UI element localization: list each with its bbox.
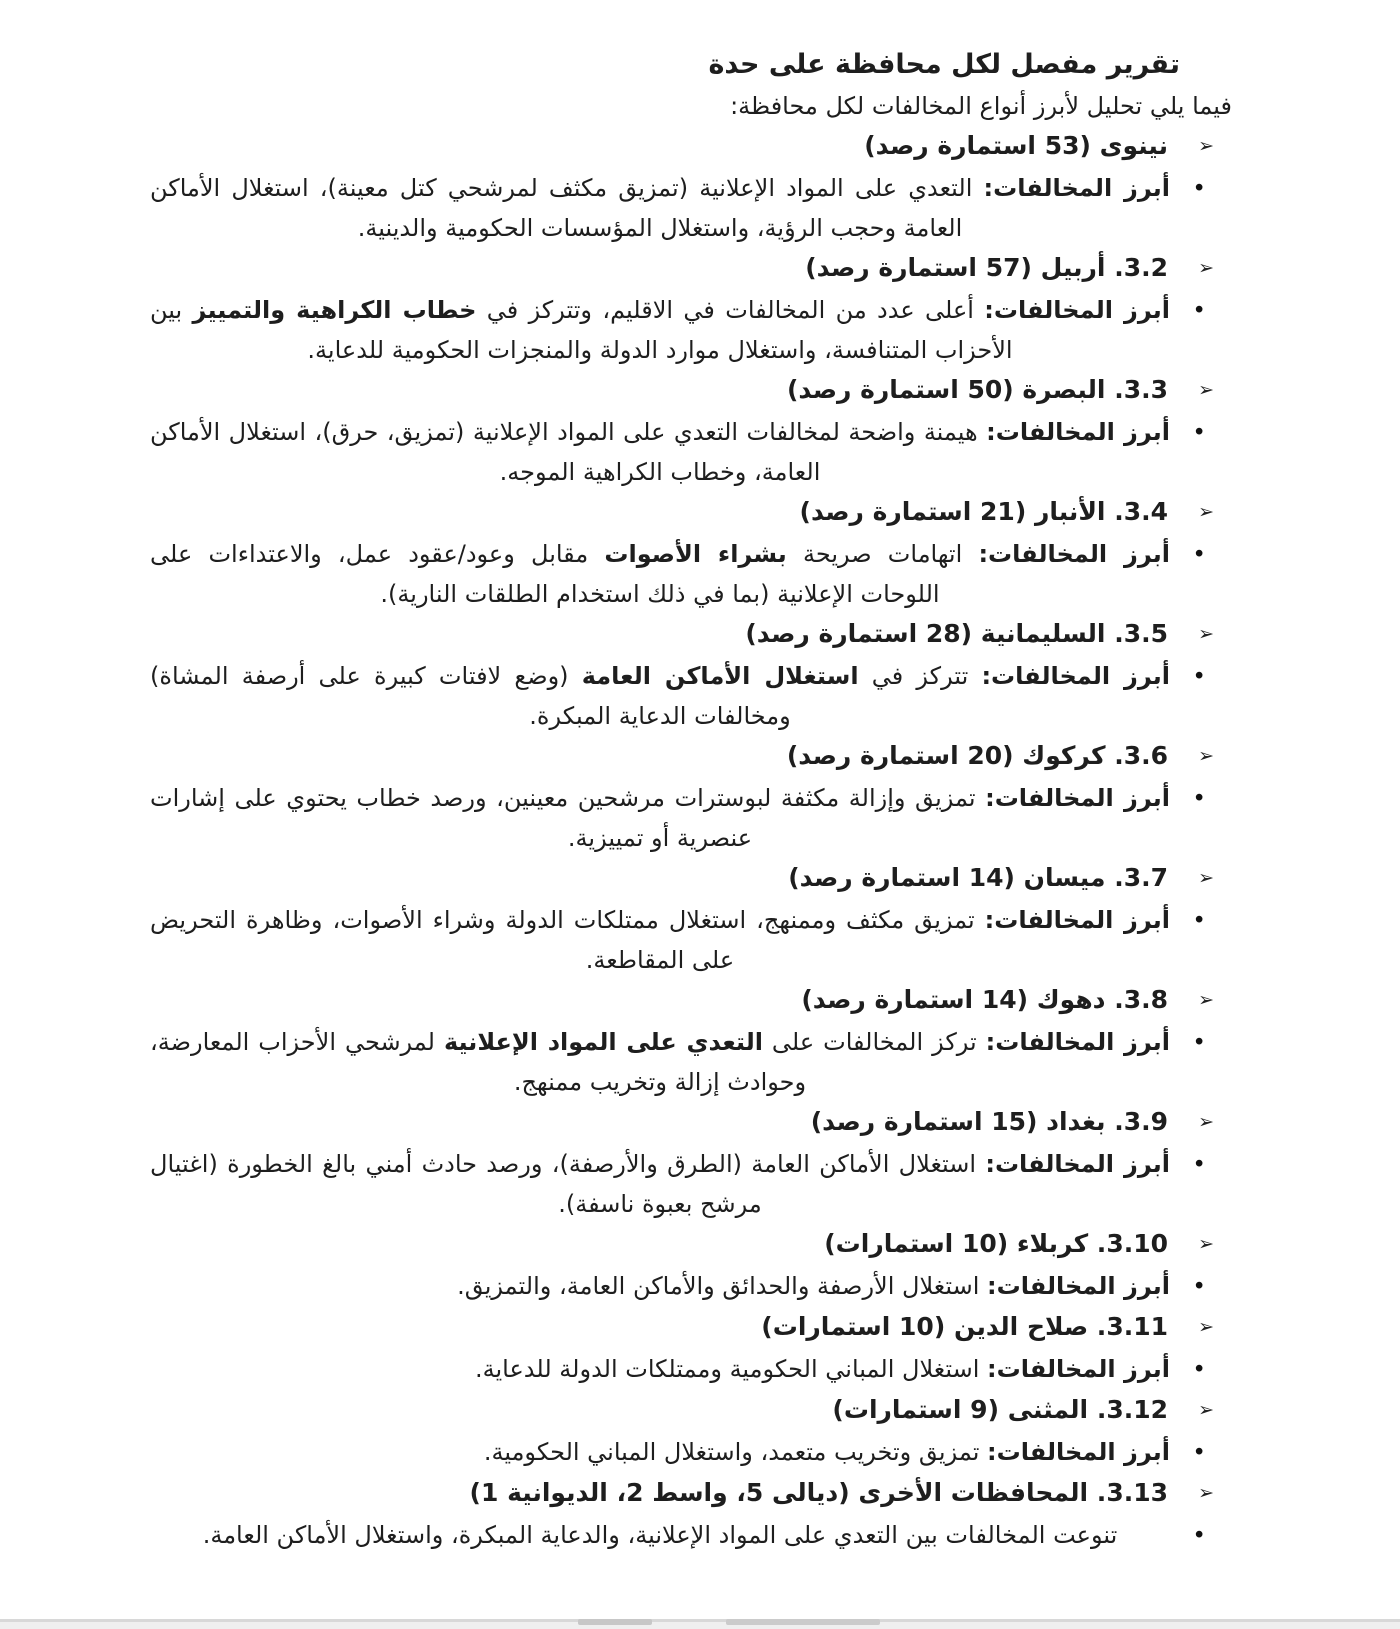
governorate-title: 3.13. المحافظات الأخرى (ديالى 5، واسط 2، الديوانية 1) [469,1478,1168,1507]
governorate-heading [150,980,1232,1022]
violations-text-emphasis: أبرز المخالفات: [987,1272,1170,1300]
intro-line: فيما يلي تحليل لأبرز أنواع المخالفات لكل محافظة: [730,92,1232,120]
dot-bullet-icon: • [1192,908,1206,934]
governorate-heading [150,1390,1232,1432]
arrow-bullet-icon: ➢ [1198,1111,1214,1133]
governorate-heading [150,126,1232,168]
arrow-bullet-icon: ➢ [1198,257,1214,279]
violations-text-run: هيمنة واضحة لمخالفات التعدي على المواد الإعلانية (تمزيق، حرق)، استغلال الأماكن العامة، وخطاب الكراهية الموجه. [150,418,987,486]
violations-text-run: تنوعت المخالفات بين التعدي على المواد الإعلانية، والدعاية المبكرة، واستغلال الأماكن العامة. [202,1521,1118,1549]
governorate-title: 3.7. ميسان (14 استمارة رصد) [788,863,1168,892]
dot-bullet-icon: • [1192,420,1206,446]
page-boundary-line [0,1619,1400,1622]
violations-text [150,1266,1170,1306]
violations-text-emphasis: استغلال الأماكن العامة [581,662,859,690]
governorate-heading [150,1224,1232,1266]
violations-text [150,1432,1170,1472]
governorate-title: 3.9. بغداد (15 استمارة رصد) [810,1107,1168,1136]
governorate-title: نينوى (53 استمارة رصد) [864,131,1168,160]
arrow-bullet-icon: ➢ [1198,135,1214,157]
violations-text-run: تركز المخالفات على [762,1028,986,1056]
violations-text [150,290,1170,370]
violations-text-run: بين الأحزاب المتنافسة، واستغلال موارد الدولة والمنجزات الحكومية للدعاية. [150,296,1013,364]
dot-bullet-icon: • [1192,664,1206,690]
violations-text [150,1022,1170,1102]
arrow-bullet-icon: ➢ [1198,623,1214,645]
violations-text-emphasis: بشراء الأصوات [604,540,787,568]
violations-text-emphasis: خطاب الكراهية والتمييز [192,296,477,324]
dot-bullet-icon: • [1192,298,1206,324]
violations-bullet [150,1266,1232,1307]
governorate-title: 3.5. السليمانية (28 استمارة رصد) [745,619,1168,648]
violations-text [150,778,1170,858]
violations-text-run: مقابل وعود/عقود عمل، والاعتداءات على اللوحات الإعلانية (بما في ذلك استخدام الطلقات النارية). [150,540,940,608]
violations-text [150,900,1170,980]
violations-bullet [150,778,1232,858]
governorate-heading [150,614,1232,656]
violations-text-emphasis: أبرز المخالفات: [981,662,1170,690]
dot-bullet-icon: • [1192,1440,1206,1466]
violations-text-emphasis: أبرز المخالفات: [978,540,1170,568]
governorate-heading [150,370,1232,412]
violations-bullet [150,168,1232,248]
violations-text-run: تمزيق مكثف وممنهج، استغلال ممتلكات الدولة وشراء الأصوات، وظاهرة التحريض على المقاطعة. [150,906,985,974]
arrow-bullet-icon: ➢ [1198,1316,1214,1338]
dot-bullet-icon: • [1192,786,1206,812]
governorate-heading [150,858,1232,900]
governorate-heading [150,248,1232,290]
violations-bullet [150,534,1232,614]
violations-bullet [150,1515,1232,1556]
governorate-heading [150,1307,1232,1349]
violations-text [150,412,1170,492]
violations-bullet [150,656,1232,736]
arrow-bullet-icon: ➢ [1198,745,1214,767]
violations-text-run: التعدي على المواد الإعلانية (تمزيق مكثف لمرشحي كتل معينة)، استغلال الأماكن العامة وحجب الرؤية، واستغلال المؤسسات الحكومية والدينية. [150,174,984,242]
arrow-bullet-icon: ➢ [1198,1233,1214,1255]
arrow-bullet-icon: ➢ [1198,867,1214,889]
violations-text-run: استغلال الأماكن العامة (الطرق والأرصفة)، ورصد حادث أمني بالغ الخطورة (اغتيال مرشح بعبوة ناسفة). [150,1150,986,1218]
violations-text-emphasis: أبرز المخالفات: [984,906,1170,934]
violations-text-run: (وضع لافتات كبيرة على أرصفة المشاة) ومخالفات الدعاية المبكرة. [150,662,791,730]
violations-text [150,1349,1170,1389]
arrow-bullet-icon: ➢ [1198,379,1214,401]
governorate-heading [150,736,1232,778]
violations-text [150,656,1170,736]
dot-bullet-icon: • [1192,542,1206,568]
violations-text-run: تمزيق وإزالة مكثفة لبوسترات مرشحين معينين، ورصد خطاب يحتوي على إشارات عنصرية أو تمييزية. [150,784,986,852]
violations-bullet [150,1144,1232,1224]
document-edge-strip [0,1619,1400,1629]
governorate-title: 3.4. الأنبار (21 استمارة رصد) [799,497,1168,526]
violations-text-run: أعلى عدد من المخالفات في الاقليم، وتتركز في [476,296,985,324]
dot-bullet-icon: • [1192,176,1206,202]
violations-text-emphasis: التعدي على المواد الإعلانية [443,1028,763,1056]
violations-bullet [150,412,1232,492]
edge-shadow-segment [578,1619,652,1625]
violations-text-emphasis: أبرز المخالفات: [984,296,1170,324]
governorate-title: 3.10. كربلاء (10 استمارات) [824,1229,1168,1258]
violations-bullet [150,1022,1232,1102]
arrow-bullet-icon: ➢ [1198,1399,1214,1421]
violations-text-run: تمزيق وتخريب متعمد، واستغلال المباني الحكومية. [483,1438,987,1466]
governorate-title: 3.12. المثنى (9 استمارات) [832,1395,1168,1424]
violations-bullet [150,290,1232,370]
violations-bullet [150,1432,1232,1473]
governorate-heading [150,492,1232,534]
governorate-title: 3.6. كركوك (20 استمارة رصد) [786,741,1168,770]
governorate-title: 3.2. أربيل (57 استمارة رصد) [805,253,1168,282]
arrow-bullet-icon: ➢ [1198,989,1214,1011]
violations-bullet [150,1349,1232,1390]
violations-text-emphasis: أبرز المخالفات: [987,1438,1170,1466]
violations-text-emphasis: أبرز المخالفات: [986,418,1170,446]
dot-bullet-icon: • [1192,1357,1206,1383]
arrow-bullet-icon: ➢ [1198,1482,1214,1504]
violations-text [150,168,1170,248]
dot-bullet-icon: • [1192,1030,1206,1056]
governorate-sections [150,126,1232,1556]
violations-text-run: اتهامات صريحة [786,540,979,568]
report-title: تقرير مفصل لكل محافظة على حدة [708,49,1180,80]
dot-bullet-icon: • [1192,1523,1206,1549]
violations-text-emphasis: أبرز المخالفات: [985,1028,1170,1056]
violations-text-emphasis: أبرز المخالفات: [985,784,1170,812]
edge-shadow-segment [726,1619,880,1625]
violations-text-emphasis: أبرز المخالفات: [985,1150,1170,1178]
governorate-heading [150,1102,1232,1144]
violations-text-run: استغلال المباني الحكومية وممتلكات الدولة للدعاية. [475,1355,987,1383]
violations-text-run: استغلال الأرصفة والحدائق والأماكن العامة، والتمزيق. [457,1272,987,1300]
arrow-bullet-icon: ➢ [1198,501,1214,523]
governorate-title: 3.8. دهوك (14 استمارة رصد) [801,985,1168,1014]
governorate-heading [150,1473,1232,1515]
violations-text-run: لمرشحي الأحزاب المعارضة، وحوادث إزالة وتخريب ممنهج. [150,1028,807,1096]
governorate-title: 3.11. صلاح الدين (10 استمارات) [761,1312,1168,1341]
violations-text-run: تتركز في [858,662,982,690]
dot-bullet-icon: • [1192,1152,1206,1178]
violations-text-emphasis: أبرز المخالفات: [983,174,1170,202]
dot-bullet-icon: • [1192,1274,1206,1300]
governorate-title: 3.3. البصرة (50 استمارة رصد) [786,375,1168,404]
violations-text [150,534,1170,614]
violations-text [150,1515,1170,1555]
violations-bullet [150,900,1232,980]
violations-text-emphasis: أبرز المخالفات: [987,1355,1170,1383]
violations-text [150,1144,1170,1224]
